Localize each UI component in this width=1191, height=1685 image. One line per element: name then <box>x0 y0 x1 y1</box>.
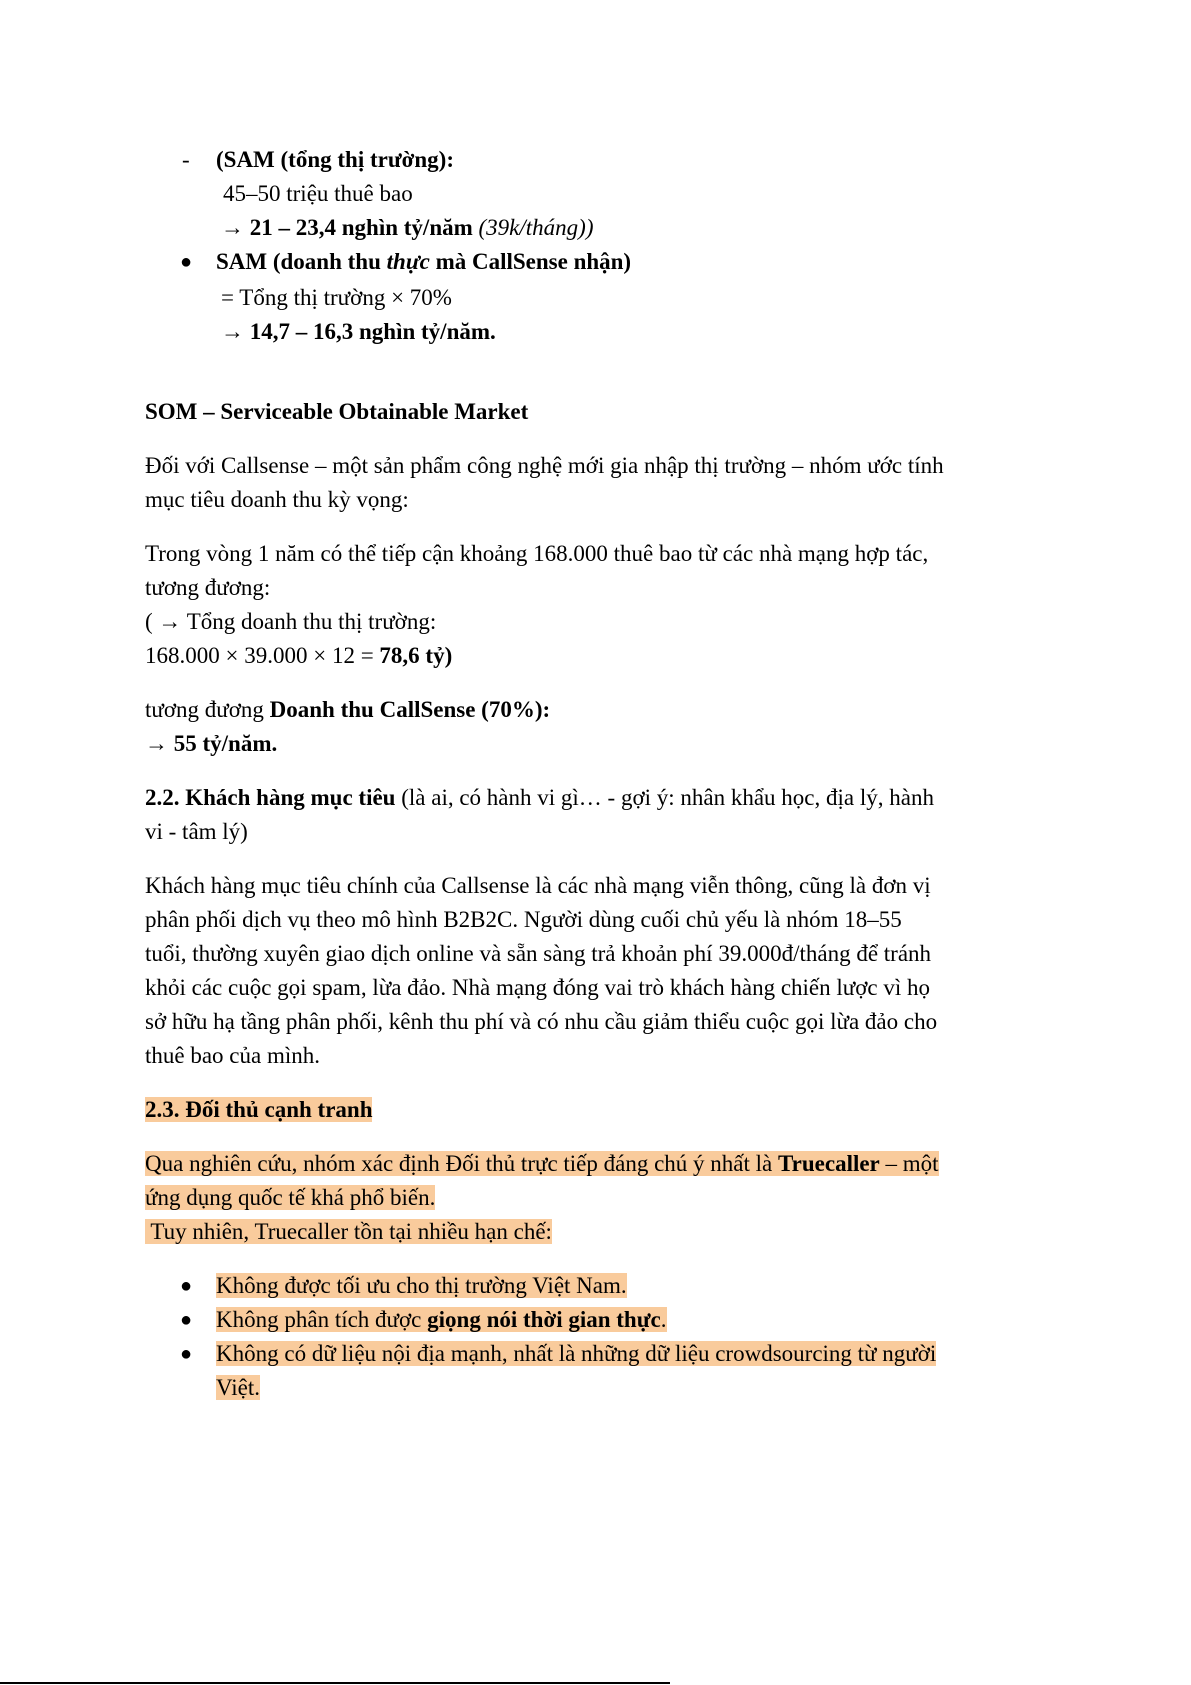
dash-marker: - <box>182 147 190 172</box>
som-para3-line1: tương đương Doanh thu CallSense (70%): <box>145 697 551 722</box>
sam-total-line1: 45–50 triệu thuê bao <box>223 181 413 206</box>
section-2-3-para-line3: Tuy nhiên, Truecaller tồn tại nhiều hạn chế: <box>145 1219 552 1244</box>
footnote-separator <box>0 1682 670 1684</box>
bullet-marker: ● <box>180 1343 193 1365</box>
sam-total-note: (39k/tháng)) <box>472 215 594 240</box>
sam-total-item <box>145 143 1065 177</box>
section-2-2-heading: 2.2. Khách hàng mục tiêu (là ai, có hành vi gì… - gợi ý: nhân khẩu học, địa lý, hành <box>145 785 934 810</box>
section-2-2-paragraph <box>145 869 1065 1073</box>
bullet-marker: ● <box>180 1309 193 1331</box>
som-para2-line3: ( → Tổng doanh thu thị trường: <box>145 609 437 634</box>
sam-revenue-line2: → 14,7 – 16,3 nghìn tỷ/năm. <box>221 319 496 344</box>
paragraph-line: phân phối dịch vụ theo mô hình B2B2C. Người dùng cuối chủ yếu là nhóm 18–55 <box>145 907 902 932</box>
som-para1-line2: mục tiêu doanh thu kỳ vọng: <box>145 487 409 512</box>
sam-total-heading: (SAM (tổng thị trường): <box>216 147 454 172</box>
paragraph-line: tuổi, thường xuyên giao dịch online và sẵn sàng trả khoản phí 39.000đ/tháng để tránh <box>145 941 932 966</box>
paragraph-line: khỏi các cuộc gọi spam, lừa đảo. Nhà mạng đóng vai trò khách hàng chiến lược vì họ <box>145 975 931 1000</box>
document-page <box>145 143 1065 1405</box>
sam-revenue-item: ● SAM (doanh thu thực mà CallSense nhận) <box>145 245 1065 279</box>
som-para2-line4: 168.000 × 39.000 × 12 = 78,6 tỷ) <box>145 643 453 668</box>
sam-total-value: 21 – 23,4 nghìn tỷ/năm <box>249 215 473 240</box>
paragraph-line: Khách hàng mục tiêu chính của Callsense là các nhà mạng viễn thông, cũng là đơn vị <box>145 873 931 898</box>
bullet-marker: ● <box>180 251 193 273</box>
som-para3-line2: → 55 tỷ/năm. <box>145 731 278 756</box>
paragraph-line: sở hữu hạ tầng phân phối, kênh thu phí và có nhu cầu giảm thiểu cuộc gọi lừa đảo cho <box>145 1009 938 1034</box>
section-2-3-para-line1: Qua nghiên cứu, nhóm xác định Đối thủ trực tiếp đáng chú ý nhất là Truecaller – một <box>145 1151 939 1176</box>
som-market-total: 78,6 tỷ) <box>379 643 453 668</box>
sam-revenue-line1: = Tổng thị trường × 70% <box>221 285 452 310</box>
limitation-item: ● Không được tối ưu cho thị trường Việt Nam. <box>145 1269 1065 1303</box>
section-2-3-heading: 2.3. Đối thủ cạnh tranh <box>145 1097 373 1122</box>
paragraph-line: thuê bao của mình. <box>145 1043 321 1068</box>
section-2-3-para-line2: ứng dụng quốc tế khá phổ biến. <box>145 1185 436 1210</box>
som-heading: SOM – Serviceable Obtainable Market <box>145 399 529 424</box>
limitation-item: ● Không phân tích được giọng nói thời gian thực. <box>145 1303 1065 1337</box>
som-para1-line1: Đối với Callsense – một sản phẩm công nghệ mới gia nhập thị trường – nhóm ước tính <box>145 453 944 478</box>
limitation-item: ● Không có dữ liệu nội địa mạnh, nhất là những dữ liệu crowdsourcing từ người Việt. <box>145 1337 1065 1405</box>
bullet-marker: ● <box>180 1275 193 1297</box>
section-2-2-heading-line2: vi - tâm lý) <box>145 819 248 844</box>
sam-total-line2: → 21 – 23,4 nghìn tỷ/năm (39k/tháng)) <box>221 215 594 240</box>
som-para2-line1: Trong vòng 1 năm có thể tiếp cận khoảng 168.000 thuê bao từ các nhà mạng hợp tác, <box>145 541 929 566</box>
som-para2-line2: tương đương: <box>145 575 271 600</box>
